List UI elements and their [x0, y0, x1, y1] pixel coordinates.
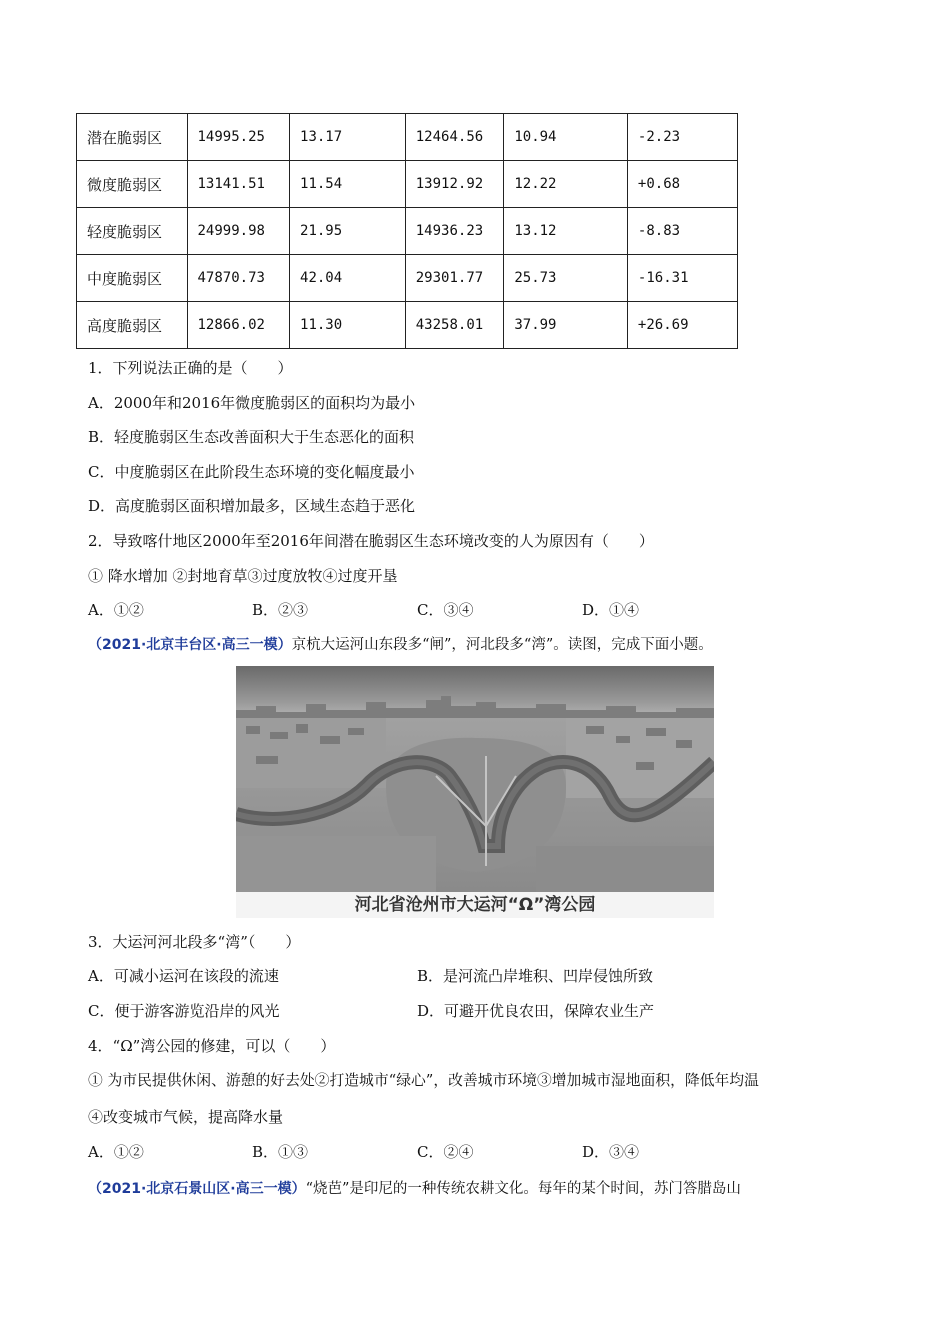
table-cell: 42.04	[290, 255, 406, 302]
canal-park-image	[236, 666, 714, 892]
table-row	[77, 208, 738, 255]
table-cell: 25.73	[504, 255, 628, 302]
table-cell: 37.99	[504, 302, 628, 349]
q3-option-b[interactable]: B．是河流凸岸堆积、凹岸侵蚀所致	[417, 967, 654, 985]
table-row	[77, 114, 738, 161]
section1-intro: 京杭大运河山东段多“闸”，河北段多“湾”。读图，完成下面小题。	[291, 637, 713, 653]
table-cell: 12.22	[504, 161, 628, 208]
q3-stem: 3．大运河河北段多“湾”（ ）	[88, 933, 301, 951]
q4-items-line1: ① 为市民提供休闲、游憩的好去处②打造城市“绿心”，改善城市环境③增加城市湿地面积，降低年均温	[88, 1072, 759, 1089]
q3-option-d[interactable]: D．可避开优良农田，保障农业生产	[417, 1002, 655, 1020]
q2-option-a[interactable]: A．①②	[88, 601, 144, 619]
table-cell: 11.30	[290, 302, 406, 349]
table-cell: 10.94	[504, 114, 628, 161]
table-cell: -8.83	[627, 208, 737, 255]
q2-option-b[interactable]: B．②③	[252, 601, 309, 619]
photo-caption: 河北省沧州市大运河“Ω”湾公园	[236, 892, 714, 918]
q4-items-line2: ④改变城市气候，提高降水量	[88, 1108, 284, 1126]
table-cell: +26.69	[627, 302, 737, 349]
q1-option-d[interactable]: D．高度脆弱区面积增加最多，区域生态趋于恶化	[88, 497, 416, 515]
table-cell: 12464.56	[405, 114, 504, 161]
q2-items: ① 降水增加 ②封地育草③过度放牧④过度开垦	[88, 567, 398, 585]
q2-stem: 2．导致喀什地区2000年至2016年间潜在脆弱区生态环境改变的人为原因有（ ）	[88, 532, 654, 550]
section2-intro: “烧芭”是印尼的一种传统农耕文化。每年的某个时间，苏门答腊岛山	[305, 1181, 741, 1197]
q2-option-c[interactable]: C．③④	[417, 601, 474, 619]
table-cell: 13.12	[504, 208, 628, 255]
table-row-label: 轻度脆弱区	[77, 208, 188, 255]
table-row	[77, 302, 738, 349]
table-cell: -2.23	[627, 114, 737, 161]
table-cell: 43258.01	[405, 302, 504, 349]
table-row	[77, 161, 738, 208]
q4-option-b[interactable]: B．①③	[252, 1143, 309, 1161]
table-cell: 21.95	[290, 208, 406, 255]
table-row-label: 中度脆弱区	[77, 255, 188, 302]
section1-source: （2021·北京丰台区·高三一模）	[88, 637, 292, 653]
q4-option-c[interactable]: C．②④	[417, 1143, 474, 1161]
table-row-label: 高度脆弱区	[77, 302, 188, 349]
table-cell: 24999.98	[187, 208, 290, 255]
q1-option-a[interactable]: A．2000年和2016年微度脆弱区的面积均为最小	[88, 394, 416, 412]
table-cell: 11.54	[290, 161, 406, 208]
table-cell: 13.17	[290, 114, 406, 161]
q1-option-b[interactable]: B．轻度脆弱区生态改善面积大于生态恶化的面积	[88, 428, 415, 446]
table-row	[77, 255, 738, 302]
vulnerability-table	[76, 113, 738, 349]
table-cell: 12866.02	[187, 302, 290, 349]
table-cell: 47870.73	[187, 255, 290, 302]
q1-option-c[interactable]: C．中度脆弱区在此阶段生态环境的变化幅度最小	[88, 463, 415, 481]
table-cell: 14936.23	[405, 208, 504, 255]
q3-option-c[interactable]: C．便于游客游览沿岸的风光	[88, 1002, 280, 1020]
section2-source: （2021·北京石景山区·高三一模）	[88, 1181, 306, 1197]
q3-option-a[interactable]: A．可减小运河在该段的流速	[88, 967, 279, 985]
table-cell: +0.68	[627, 161, 737, 208]
section2-heading	[88, 1178, 741, 1199]
q4-option-a[interactable]: A．①②	[88, 1143, 144, 1161]
table-row-label: 微度脆弱区	[77, 161, 188, 208]
table-cell: 13912.92	[405, 161, 504, 208]
q4-option-d[interactable]: D．③④	[582, 1143, 640, 1161]
table-cell: -16.31	[627, 255, 737, 302]
table-cell: 14995.25	[187, 114, 290, 161]
q4-stem: 4．“Ω”湾公园的修建，可以（ ）	[88, 1037, 336, 1055]
q1-stem: 1．下列说法正确的是（ ）	[88, 359, 293, 377]
section1-heading	[88, 634, 713, 655]
table-cell: 29301.77	[405, 255, 504, 302]
canal-park-photo	[236, 666, 714, 892]
table-cell: 13141.51	[187, 161, 290, 208]
q2-option-d[interactable]: D．①④	[582, 601, 640, 619]
table-row-label: 潜在脆弱区	[77, 114, 188, 161]
